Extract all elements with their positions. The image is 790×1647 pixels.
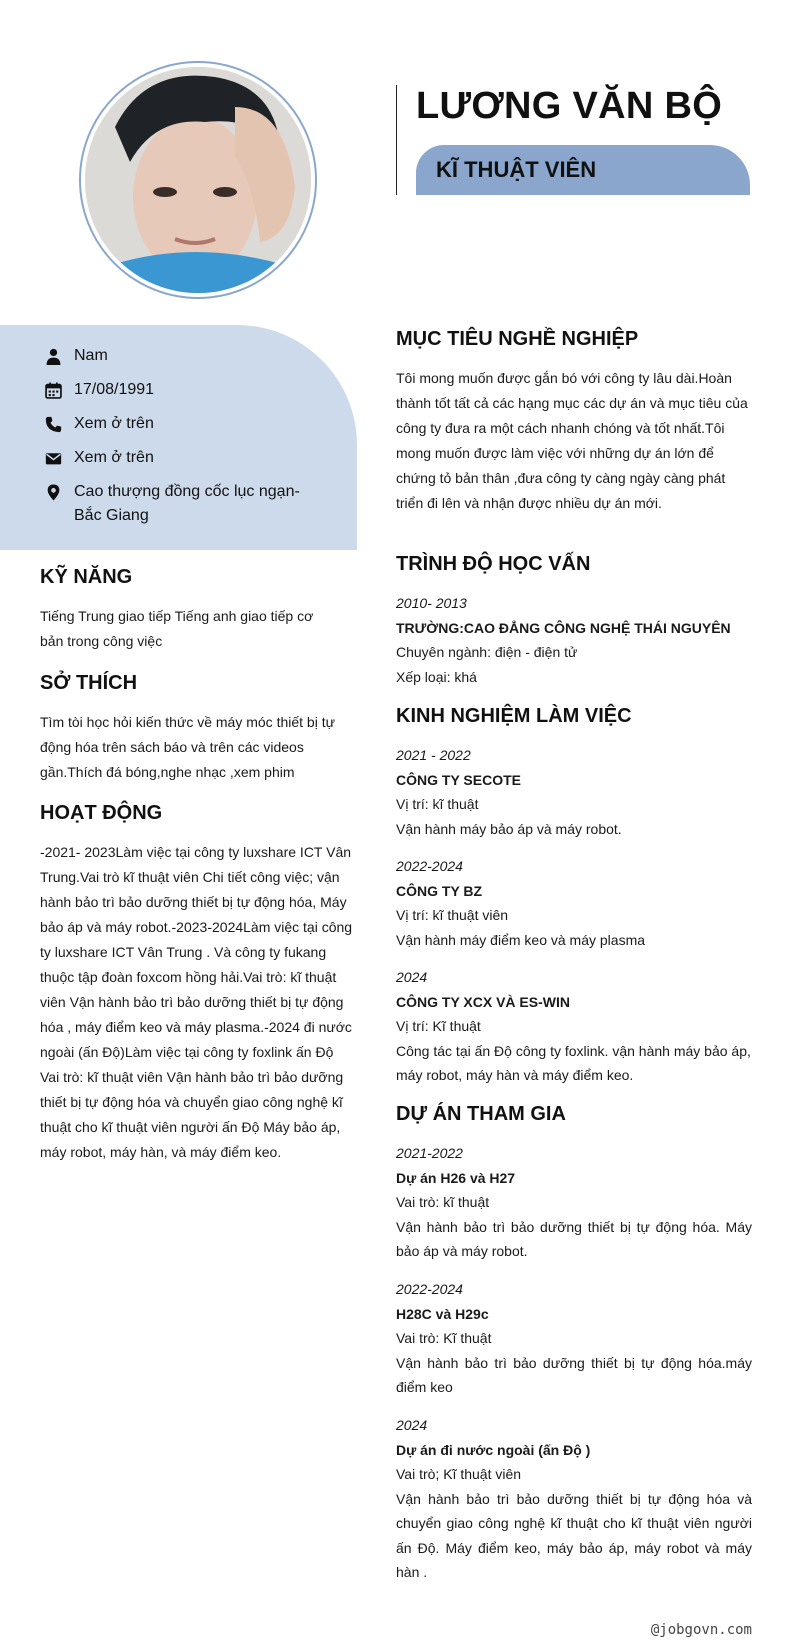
full-name: LƯƠNG VĂN BỘ bbox=[416, 85, 723, 127]
project-item bbox=[396, 1277, 752, 1400]
experience-desc: Vận hành máy bảo áp và máy robot. bbox=[396, 820, 622, 837]
experience-item bbox=[396, 743, 752, 841]
project-name: H28C và H29c bbox=[396, 1305, 489, 1322]
email-text[interactable]: Xem ở trên bbox=[74, 449, 154, 466]
project-role: Vai trò: Kĩ thuật bbox=[396, 1330, 492, 1346]
hobbies-title: SỞ THÍCH bbox=[40, 672, 138, 694]
education-entry bbox=[396, 591, 752, 689]
project-date: 2024 bbox=[396, 1417, 428, 1433]
projects-title: DỰ ÁN THAM GIA bbox=[396, 1103, 566, 1125]
skills-text: Tiếng Trung giao tiếp Tiếng anh giao tiếp cơ bản trong công việc bbox=[40, 608, 314, 649]
experience-desc: Vận hành máy điểm keo và máy plasma bbox=[396, 931, 646, 948]
project-role: Vai trò: kĩ thuật bbox=[396, 1194, 490, 1210]
skills-title: KỸ NĂNG bbox=[40, 566, 133, 588]
project-item bbox=[396, 1413, 752, 1585]
education-grade: Xếp loại: khá bbox=[396, 668, 477, 685]
project-desc: Vận hành bảo trì bảo dưỡng thiết bị tự động hóa.máy điểm keo bbox=[396, 1354, 752, 1395]
experience-company: CÔNG TY SECOTE bbox=[396, 771, 521, 788]
education-major: Chuyên ngành: điện - điện tử bbox=[396, 644, 578, 660]
gender-text: Nam bbox=[74, 347, 108, 364]
calendar-icon bbox=[44, 378, 62, 402]
contact-gender bbox=[44, 344, 314, 368]
activities-title: HOẠT ĐỘNG bbox=[40, 802, 163, 824]
experience-company: CÔNG TY XCX VÀ ES-WIN bbox=[396, 993, 570, 1010]
job-title-banner bbox=[416, 145, 750, 195]
experience-title: KINH NGHIỆM LÀM VIỆC bbox=[396, 705, 632, 727]
experience-position: Vị trí: Kĩ thuật bbox=[396, 1018, 481, 1034]
contact-email bbox=[44, 446, 314, 470]
person-icon bbox=[44, 344, 62, 368]
experience-date: 2021 - 2022 bbox=[396, 747, 471, 763]
project-role: Vai trò; Kĩ thuật viên bbox=[396, 1466, 522, 1482]
contact-address bbox=[44, 480, 314, 528]
activities-text: -2021- 2023Làm việc tại công ty luxshare ICT Vân Trung.Vai trò kĩ thuật viên Chi tiết công việc; vận hành bảo trì bảo dưỡng thiết bị tự động hóa, Máy bảo áp và máy robot.-2023-2024Làm việc tại công ty luxshare ICT Vân Trung . Và công ty fukang thuộc tập đoàn foxcom hồng hải.Vai trò: kĩ thuật viên Vận hành bảo trì bảo dưỡng thiết bị tự động hóa , máy điểm keo và máy plasma.-2024 đi nước ngoài (ấn Độ)Làm việc tại công ty foxlink ấn Độ Vai trò: kĩ thuật viên Vận hành bảo trì bảo dưỡng thiết bị tự động hóa và chuyển giao công nghệ kĩ thuật cho kĩ thuật viên người ấn Độ Máy bảo áp, máy robot, máy hàn, và máy điểm keo. bbox=[40, 844, 353, 1160]
experience-date: 2022-2024 bbox=[396, 858, 463, 874]
project-date: 2021-2022 bbox=[396, 1145, 463, 1161]
mail-icon bbox=[44, 446, 62, 470]
experience-position: Vị trí: kĩ thuật viên bbox=[396, 907, 509, 923]
hobbies-text: Tìm tòi học hỏi kiến thức về máy móc thiết bị tự động hóa trên sách báo và trên các videos gần.Thích đá bóng,nghe nhạc ,xem phim bbox=[40, 714, 335, 780]
experience-item bbox=[396, 854, 752, 952]
phone-text[interactable]: Xem ở trên bbox=[74, 415, 154, 432]
profile-photo-image bbox=[85, 67, 311, 293]
project-item bbox=[396, 1141, 752, 1264]
contact-birthday bbox=[44, 378, 314, 402]
objective-text: Tôi mong muốn được gắn bó với công ty lâu dài.Hoàn thành tốt tất cả các hạng mục các dự án và mục tiêu của công ty đưa ra một cách nhanh chóng và tốt nhất.Tôi mong muốn được làm việc với những dự án lớn để chứng tỏ bản thân ,đưa công ty càng ngày càng phát triển đi lên và nhận được nhiều dự án mới. bbox=[396, 370, 748, 511]
phone-icon bbox=[44, 412, 62, 436]
project-desc: Vận hành bảo trì bảo dưỡng thiết bị tự động hóa. Máy bảo áp và máy robot. bbox=[396, 1218, 752, 1259]
objective-title: MỤC TIÊU NGHỀ NGHIỆP bbox=[396, 328, 639, 350]
education-date: 2010- 2013 bbox=[396, 595, 467, 611]
contact-phone bbox=[44, 412, 314, 436]
profile-photo bbox=[79, 61, 317, 299]
experience-item bbox=[396, 965, 752, 1088]
education-title: TRÌNH ĐỘ HỌC VẤN bbox=[396, 553, 591, 575]
experience-company: CÔNG TY BZ bbox=[396, 882, 483, 899]
name-block bbox=[396, 85, 756, 195]
project-name: Dự án H26 và H27 bbox=[396, 1169, 516, 1186]
project-desc: Vận hành bảo trì bảo dưỡng thiết bị tự động hóa và chuyển giao công nghệ kĩ thuật cho kĩ thuật viên người ấn Độ. Máy điểm keo, máy bảo áp, máy robot và máy hàn . bbox=[396, 1490, 752, 1580]
project-date: 2022-2024 bbox=[396, 1281, 463, 1297]
experience-date: 2024 bbox=[396, 969, 428, 985]
job-title: KĨ THUẬT VIÊN bbox=[436, 157, 597, 182]
address-text: Cao thượng đồng cốc lục ngạn-Bắc Giang bbox=[74, 483, 300, 524]
experience-position: Vị trí: kĩ thuật bbox=[396, 796, 479, 812]
watermark: @jobgovn.com bbox=[650, 1622, 752, 1638]
birthday-text: 17/08/1991 bbox=[74, 381, 155, 398]
project-name: Dự án đi nước ngoài (ấn Độ ) bbox=[396, 1441, 591, 1458]
education-school: TRƯỜNG:CAO ĐẲNG CÔNG NGHỆ THÁI NGUYÊN bbox=[396, 619, 731, 636]
location-pin-icon bbox=[44, 480, 62, 504]
experience-desc: Công tác tại ấn Độ công ty foxlink. vận hành máy bảo áp, máy robot, máy hàn và máy điểm keo. bbox=[396, 1042, 751, 1083]
